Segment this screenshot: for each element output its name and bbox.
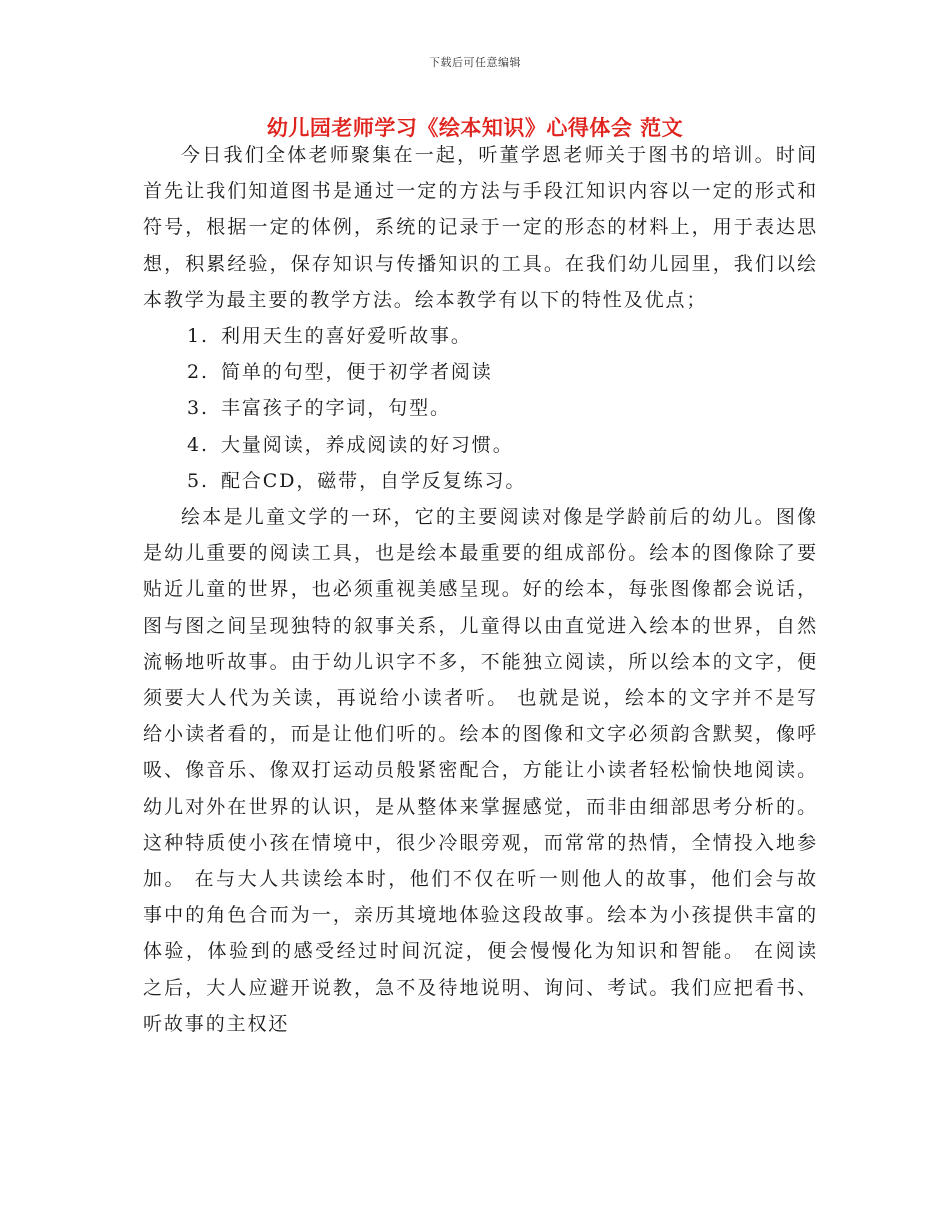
list-number: 5. [187, 469, 209, 492]
list-number: 4. [187, 433, 209, 456]
list-item [143, 318, 818, 354]
list-item [143, 463, 818, 499]
list-number: 3. [187, 397, 209, 420]
intro-paragraph: 今日我们全体老师聚集在一起，听董学恩老师关于图书的培训。时间首先让我们知道图书是通过一定的方法与手段江知识内容以一定的形式和符号，根据一定的体例，系统的记录于一定的形态的材料上，用于表达思想，积累经验，保存知识与传播知识的工具。在我们幼儿园里，我们以绘本教学为最主要的教学方法。绘本教学有以下的特性及优点； [143, 144, 818, 311]
list-item [143, 354, 818, 390]
list-item [143, 427, 818, 463]
list-text: 配合CD，磁带，自学反复练习。 [221, 469, 527, 492]
document-body [143, 137, 818, 1042]
list-number: 2. [187, 361, 209, 384]
list-text: 大量阅读，养成阅读的好习惯。 [221, 433, 514, 456]
feature-list [143, 318, 818, 499]
header-note: 下载后可任意编辑 [429, 56, 521, 69]
list-number: 1. [187, 325, 209, 348]
list-item [143, 390, 818, 426]
list-text: 简单的句型，便于初学者阅读 [221, 361, 493, 384]
main-paragraph: 绘本是儿童文学的一环，它的主要阅读对像是学龄前后的幼儿。图像是幼儿重要的阅读工具，也是绘本最重要的组成部份。绘本的图像除了要贴近儿童的世界，也必须重视美感呈现。好的绘本，每张图像都会说话，图与图之间呈现独特的叙事关系，儿童得以由直觉进入绘本的世界，自然流畅地听故事。由于幼儿识字不多，不能独立阅读，所以绘本的文字，便须要大人代为关读，再说给小读者听。 也就是说，绘本的文字并不是写给小读者看的，而是让他们听的。绘本的图像和文字必须韵含默契，像呼吸、像音乐、像双打运动员般紧密配合，方能让小读者轻松愉快地阅读。幼儿对外在世界的认识，是从整体来掌握感觉，而非由细部思考分析的。 这种特质使小孩在情境中，很少冷眼旁观，而常常的热情，全情投入地参加。 在与大人共读绘本时，他们不仅在听一则他人的故事，他们会与故事中的角色合而为一，亲历其境地体验这段故事。绘本为小孩提供丰富的体验，体验到的感受经过时间沉淀，便会慢慢化为知识和智能。 在阅读之后，大人应避开说教，急不及待地说明、询问、考试。我们应把看书、听故事的主权还 [143, 506, 818, 1035]
list-text: 丰富孩子的字词，句型。 [221, 397, 451, 420]
list-text: 利用天生的喜好爱听故事。 [221, 325, 472, 348]
document-title: 幼儿园老师学习《绘本知识》心得体会 范文 [266, 116, 684, 140]
